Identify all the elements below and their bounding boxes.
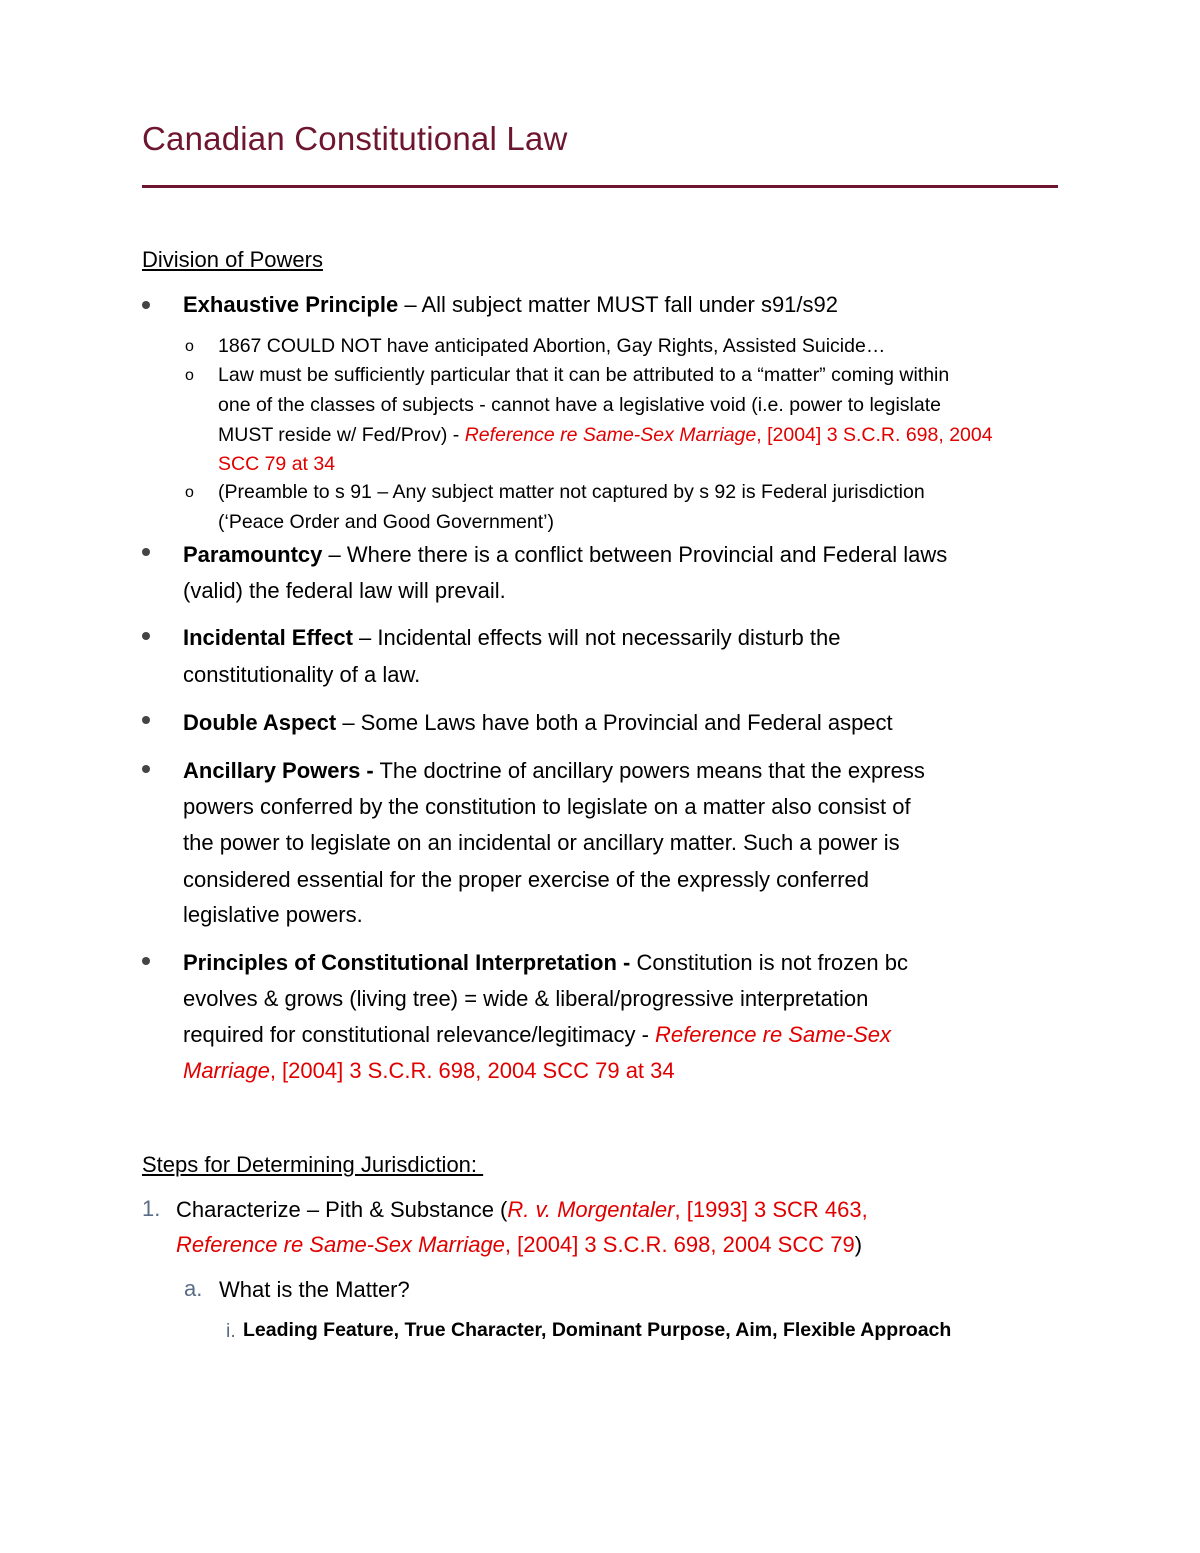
principles-item-line3: required for constitutional relevance/legitimacy - Reference re Same-Sex [183,1022,892,1047]
bullet-icon [142,716,150,724]
ancillary-powers-item-line5: legislative powers. [183,902,363,927]
double-aspect-item: Double Aspect – Some Laws have both a Provincial and Federal aspect [183,710,893,735]
sub-item-law-particular-line2: one of the classes of subjects - cannot have a legislative void (i.e. power to legislate [218,394,941,416]
term-incidental-effect: Incidental Effect [183,625,353,650]
exhaustive-principle-item: Exhaustive Principle – All subject matter MUST fall under s91/s92 [183,292,838,317]
paramountcy-item-line2: (valid) the federal law will prevail. [183,578,506,603]
incidental-effect-item-line2: constitutionality of a law. [183,662,421,687]
case-citation: R. v. Morgentaler [507,1197,675,1222]
bullet-icon [142,765,150,773]
sub-item-preamble-line1: (Preamble to s 91 – Any subject matter not captured by s 92 is Federal jurisdiction [218,481,925,503]
bullet-icon [142,548,150,556]
term-exhaustive-principle: Exhaustive Principle [183,292,399,317]
term-double-aspect: Double Aspect [183,710,337,735]
sub-item-1867: 1867 COULD NOT have anticipated Abortion, Gay Rights, Assisted Suicide… [218,335,886,357]
list-number: 1. [142,1196,161,1221]
bullet-icon [142,957,150,965]
principles-item-line1: Principles of Constitutional Interpretation - Constitution is not frozen bc [183,950,908,975]
step1a-text: What is the Matter? [219,1277,410,1302]
term-ancillary-powers: Ancillary Powers - [183,758,374,783]
sub-item-preamble-line2: (‘Peace Order and Good Government’) [218,511,554,533]
paramountcy-item-line1: Paramountcy – Where there is a conflict between Provincial and Federal laws [183,542,948,567]
ancillary-powers-item-line1: Ancillary Powers - The doctrine of ancillary powers means that the express [183,758,925,783]
section-heading-steps: Steps for Determining Jurisdiction: [142,1152,484,1177]
term-principles-interpretation: Principles of Constitutional Interpretation - [183,950,631,975]
principles-item-line2: evolves & grows (living tree) = wide & liberal/progressive interpretation [183,986,869,1011]
bullet-icon [142,632,150,640]
ancillary-powers-item-line3: the power to legislate on an incidental or ancillary matter. Such a power is [183,830,900,855]
sub-item-law-particular-line3: MUST reside w/ Fed/Prov) - Reference re Same-Sex Marriage, [2004] 3 S.C.R. 698, 2004 [218,424,993,446]
term-paramountcy: Paramountcy [183,542,323,567]
document-title: Canadian Constitutional Law [142,120,568,157]
sub-item-law-particular-line4: SCC 79 at 34 [218,453,336,475]
case-citation: Reference re Same-Sex Marriage [176,1232,505,1257]
bullet-icon [142,301,150,309]
list-roman: i. [226,1320,236,1342]
ancillary-powers-item-line2: powers conferred by the constitution to legislate on a matter also consist of [183,794,911,819]
section-heading-division-of-powers: Division of Powers [142,247,323,272]
step1ai-text: Leading Feature, True Character, Dominant Purpose, Aim, Flexible Approach [243,1319,952,1341]
title-divider [142,185,1058,188]
principles-item-line4: Marriage, [2004] 3 S.C.R. 698, 2004 SCC 79 at 34 [183,1058,675,1083]
incidental-effect-item-line1: Incidental Effect – Incidental effects will not necessarily disturb the [183,625,841,650]
step1-line1: Characterize – Pith & Substance (R. v. Morgentaler, [1993] 3 SCR 463, [176,1197,868,1222]
sub-item-law-particular-line1: Law must be sufficiently particular that it can be attributed to a “matter” coming within [218,364,950,386]
step1-line2: Reference re Same-Sex Marriage, [2004] 3 S.C.R. 698, 2004 SCC 79) [176,1232,863,1257]
circle-bullet-icon: o [185,367,194,384]
case-citation: Marriage [183,1058,270,1083]
list-letter: a. [184,1276,203,1301]
ancillary-powers-item-line4: considered essential for the proper exercise of the expressly conferred [183,867,870,892]
case-citation: Reference re Same-Sex Marriage [464,424,757,446]
circle-bullet-icon: o [185,484,194,501]
case-citation: Reference re Same-Sex [655,1022,892,1047]
circle-bullet-icon: o [185,338,194,355]
